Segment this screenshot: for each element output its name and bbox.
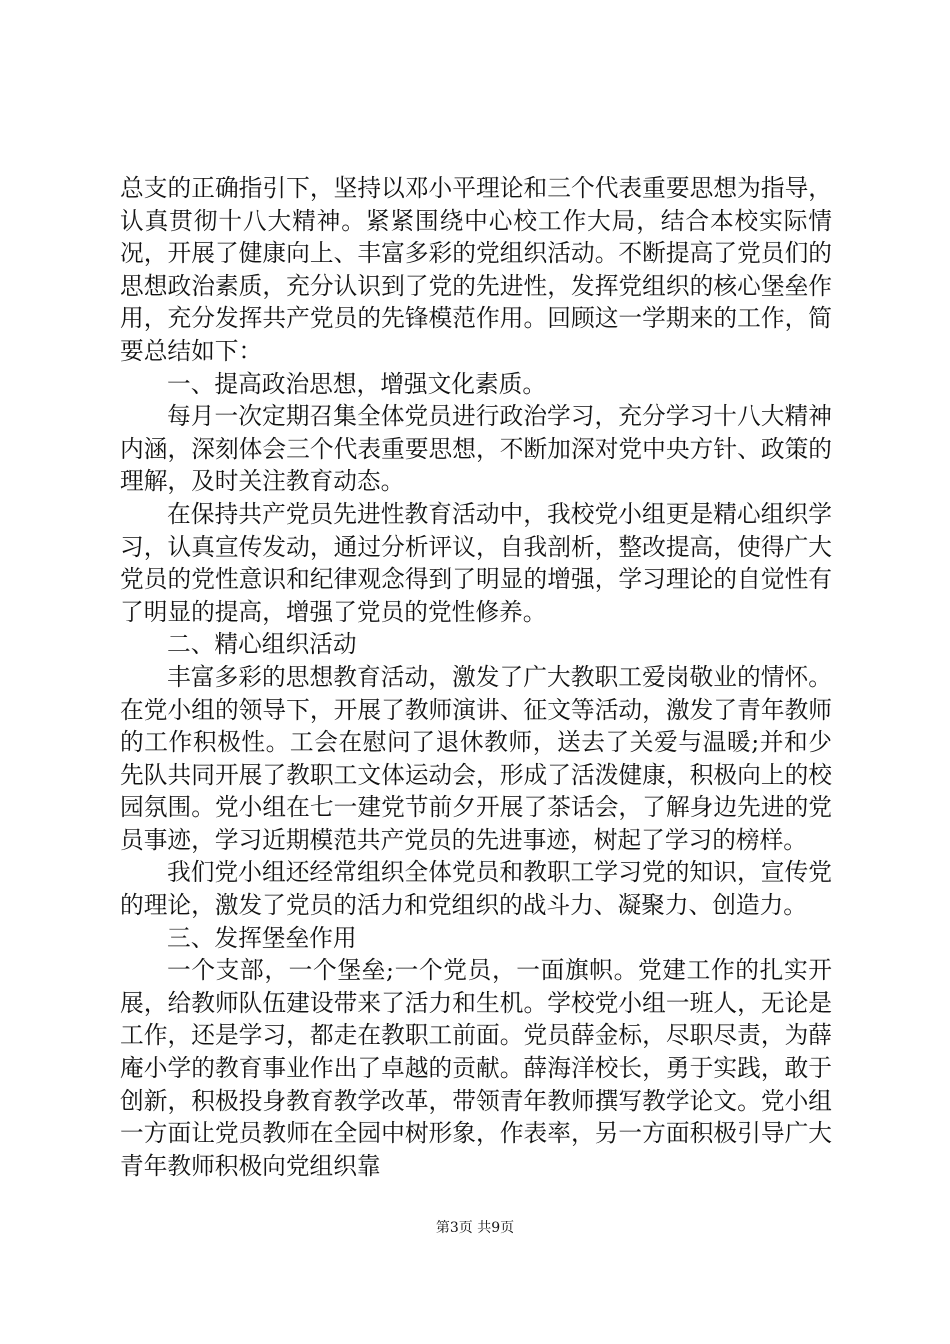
document-body [120,172,832,1182]
paragraph: 丰富多彩的思想教育活动，激发了广大教职工爱岗敬业的情怀。在党小组的领导下，开展了教师演讲、征文等活动，激发了青年教师的工作积极性。工会在慰问了退休教师，送去了关爱与温暖;并和少先队共同开展了教职工文体运动会，形成了活泼健康，积极向上的校园氛围。党小组在七一建党节前夕开展了茶话会，了解身边先进的党员事迹，学习近期模范共产党员的先进事迹，树起了学习的榜样。 [120,662,832,854]
paragraph: 我们党小组还经常组织全体党员和教职工学习党的知识，宣传党的理论，激发了党员的活力和党组织的战斗力、凝聚力、创造力。 [120,858,832,920]
paragraph-intro: 总支的正确指引下，坚持以邓小平理论和三个代表重要思想为指导，认真贯彻十八大精神。紧紧围绕中心校工作大局，结合本校实际情况，开展了健康向上、丰富多彩的党组织活动。不断提高了党员们的思想政治素质，充分认识到了党的先进性，发挥党组织的核心堡垒作用，充分发挥共产党员的先锋模范作用。回顾这一学期来的工作，简要总结如下： [120,174,832,365]
page-number-footer: 第3页 共9页 [435,1220,515,1236]
paragraph: 每月一次定期召集全体党员进行政治学习，充分学习十八大精神内涵，深刻体会三个代表重要思想，不断加深对党中央方针、政策的理解，及时关注教育动态。 [120,402,832,496]
paragraph: 一个支部，一个堡垒;一个党员，一面旗帜。党建工作的扎实开展，给教师队伍建设带来了活力和生机。学校党小组一班人，无论是工作，还是学习，都走在教职工前面。党员薛金标，尽职尽责，为薛庵小学的教育事业作出了卓越的贡献。薛海洋校长，勇于实践，敢于创新，积极投身教育教学改革，带领青年教师撰写教学论文。党小组一方面让党员教师在全园中树形象，作表率，另一方面积极引导广大青年教师积极向党组织靠 [120,956,832,1180]
paragraph: 在保持共产党员先进性教育活动中，我校党小组更是精心组织学习，认真宣传发动，通过分析评议，自我剖析，整改提高，使得广大党员的党性意识和纪律观念得到了明显的增强，学习理论的自觉性有了明显的提高，增强了党员的党性修养。 [120,499,832,626]
section-heading-3: 三、发挥堡垒作用 [167,923,357,952]
section-heading-1: 一、提高政治思想，增强文化素质。 [167,369,547,398]
section-heading-2: 二、精心组织活动 [167,630,357,659]
